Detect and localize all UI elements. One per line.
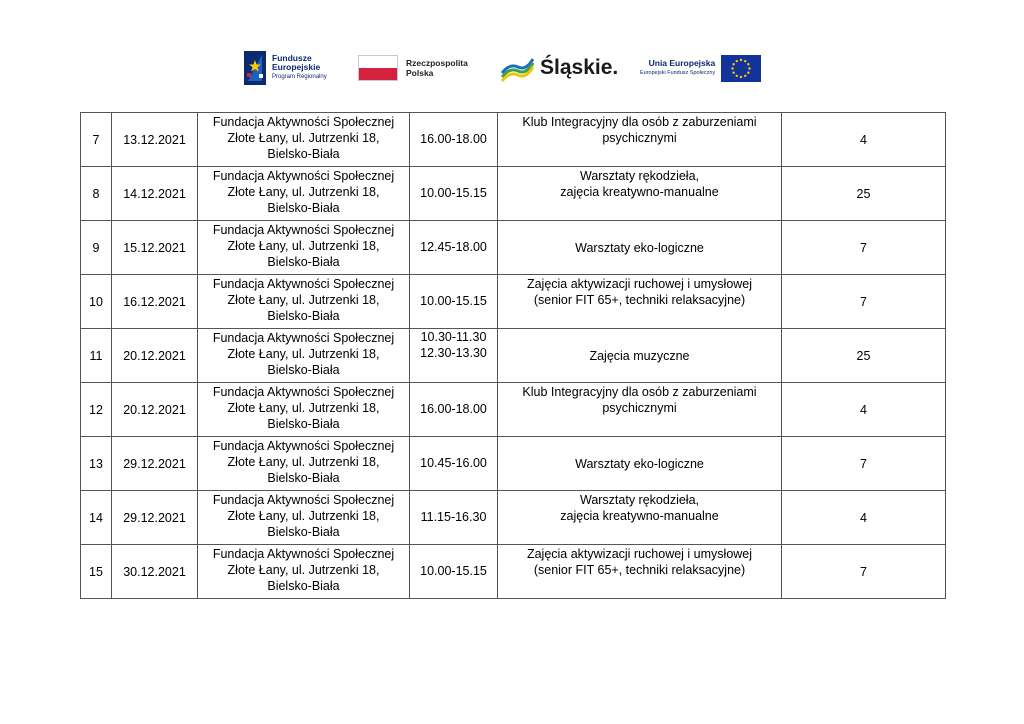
row-time-cell <box>410 221 498 275</box>
row-date: 20.12.2021 <box>123 348 186 363</box>
slaskie-text: Śląskie. <box>540 56 619 79</box>
row-date: 15.12.2021 <box>123 240 186 255</box>
row-number-cell <box>81 437 112 491</box>
polish-flag-icon <box>358 55 398 81</box>
row-number-cell <box>81 221 112 275</box>
table-row <box>81 221 946 275</box>
row-place-cell <box>198 491 410 545</box>
eu-star-icon <box>740 58 742 60</box>
row-title-cell <box>498 491 782 545</box>
row-title-cell <box>498 383 782 437</box>
row-number: 8 <box>92 186 100 201</box>
fe-line3: Program Regionalny <box>272 74 327 80</box>
row-date-cell <box>112 383 198 437</box>
row-time: 10.00-15.15 <box>420 294 487 308</box>
row-place-cell <box>198 329 410 383</box>
row-date: 14.12.2021 <box>123 186 186 201</box>
eu-star-icon <box>749 67 751 69</box>
row-number-cell <box>81 491 112 545</box>
eu-flag-icon <box>721 55 761 82</box>
row-time-cell <box>410 113 498 167</box>
row-title: Warsztaty eko-logiczne <box>575 457 704 471</box>
row-place-cell <box>198 113 410 167</box>
fundusze-europejskie-logo <box>244 46 327 90</box>
row-time-cell <box>410 167 498 221</box>
row-place: Fundacja Aktywności Społecznej Złote Łany, ul. Jutrzenki 18, Bielsko-Biała <box>212 385 395 431</box>
table-row <box>81 437 946 491</box>
row-participants: 4 <box>860 132 867 147</box>
row-number-cell <box>81 113 112 167</box>
row-participants: 7 <box>860 456 867 471</box>
row-number-cell <box>81 275 112 329</box>
row-title-cell <box>498 113 782 167</box>
row-participants: 25 <box>856 348 871 363</box>
ue-line2: Europejski Fundusz Społeczny <box>640 70 716 76</box>
row-time: 16.00-18.00 <box>420 402 487 416</box>
row-participants: 4 <box>860 402 867 417</box>
table-row <box>81 167 946 221</box>
row-date-cell <box>112 437 198 491</box>
eu-star-icon <box>747 63 749 65</box>
row-date: 16.12.2021 <box>123 294 186 309</box>
table-row <box>81 329 946 383</box>
row-number: 10 <box>89 294 103 309</box>
funding-logos-strip <box>244 46 776 90</box>
row-date: 20.12.2021 <box>123 402 186 417</box>
row-time: 12.45-18.00 <box>420 240 487 254</box>
row-time: 10.00-15.15 <box>420 186 487 200</box>
row-time-cell <box>410 383 498 437</box>
rp-text: Rzeczpospolita Polska <box>406 58 468 78</box>
row-time: 10.30-11.30 12.30-13.30 <box>420 330 487 360</box>
row-time: 10.00-15.15 <box>420 564 487 578</box>
eu-star-icon <box>736 74 738 76</box>
unia-europejska-logo <box>640 46 761 90</box>
eu-star-icon <box>744 74 746 76</box>
row-participants: 4 <box>860 510 867 525</box>
row-date-cell <box>112 545 198 599</box>
row-place-cell <box>198 275 410 329</box>
row-place-cell <box>198 437 410 491</box>
row-title: Zajęcia aktywizacji ruchowej i umysłowej (senior FIT 65+, techniki relaksacyjne) <box>526 277 753 307</box>
eu-star-icon <box>733 63 735 65</box>
row-time: 16.00-18.00 <box>420 132 487 146</box>
funds-star-icon <box>244 51 266 85</box>
table-row <box>81 275 946 329</box>
row-time-cell <box>410 437 498 491</box>
row-place-cell <box>198 383 410 437</box>
row-number: 12 <box>89 402 103 417</box>
row-date: 30.12.2021 <box>123 564 186 579</box>
row-place: Fundacja Aktywności Społecznej Złote Łany, ul. Jutrzenki 18, Bielsko-Biała <box>212 547 395 593</box>
row-number-cell <box>81 329 112 383</box>
row-participants-cell <box>782 113 946 167</box>
row-date: 13.12.2021 <box>123 132 186 147</box>
slaskie-logo <box>500 46 618 90</box>
row-title-cell <box>498 329 782 383</box>
row-date-cell <box>112 167 198 221</box>
row-place: Fundacja Aktywności Społecznej Złote Łany, ul. Jutrzenki 18, Bielsko-Biała <box>212 115 395 161</box>
row-place-cell <box>198 167 410 221</box>
row-participants-cell <box>782 329 946 383</box>
row-number: 13 <box>89 456 103 471</box>
table-row <box>81 383 946 437</box>
table-row <box>81 113 946 167</box>
row-time: 11.15-16.30 <box>420 510 487 524</box>
row-date-cell <box>112 329 198 383</box>
row-number: 15 <box>89 564 103 579</box>
row-participants: 7 <box>860 564 867 579</box>
row-number-cell <box>81 383 112 437</box>
eu-star-icon <box>736 59 738 61</box>
row-title-cell <box>498 167 782 221</box>
fe-line2: Europejskie <box>272 62 321 72</box>
row-place: Fundacja Aktywności Społecznej Złote Łany, ul. Jutrzenki 18, Bielsko-Biała <box>212 169 395 215</box>
fe-line1: Fundusze <box>272 53 312 63</box>
table-row <box>81 491 946 545</box>
row-time: 10.45-16.00 <box>420 456 487 470</box>
row-title-cell <box>498 437 782 491</box>
row-title-cell <box>498 221 782 275</box>
eu-star-icon <box>747 71 749 73</box>
eu-star-icon <box>733 71 735 73</box>
schedule-table <box>80 112 946 599</box>
row-participants: 25 <box>856 186 871 201</box>
row-participants: 7 <box>860 240 867 255</box>
row-number-cell <box>81 545 112 599</box>
row-time-cell <box>410 491 498 545</box>
row-place: Fundacja Aktywności Społecznej Złote Łany, ul. Jutrzenki 18, Bielsko-Biała <box>212 493 395 539</box>
row-participants-cell <box>782 383 946 437</box>
slaskie-wave-icon <box>500 53 534 83</box>
row-time-cell <box>410 329 498 383</box>
row-participants-cell <box>782 491 946 545</box>
row-title: Zajęcia muzyczne <box>589 349 690 363</box>
row-date: 29.12.2021 <box>123 456 186 471</box>
row-date-cell <box>112 491 198 545</box>
row-time-cell <box>410 275 498 329</box>
row-date-cell <box>112 275 198 329</box>
eu-star-icon <box>744 59 746 61</box>
row-number: 7 <box>92 132 100 147</box>
row-participants-cell <box>782 221 946 275</box>
row-title: Klub Integracyjny dla osób z zaburzeniami psychicznymi <box>522 115 757 145</box>
row-title: Warsztaty rękodzieła, zajęcia kreatywno-manualne <box>560 169 719 199</box>
row-date-cell <box>112 221 198 275</box>
rzeczpospolita-logo <box>358 46 468 90</box>
row-place-cell <box>198 221 410 275</box>
row-number: 9 <box>92 240 100 255</box>
row-participants-cell <box>782 437 946 491</box>
row-title-cell <box>498 545 782 599</box>
row-participants-cell <box>782 545 946 599</box>
row-title: Klub Integracyjny dla osób z zaburzeniami psychicznymi <box>522 385 757 415</box>
row-place-cell <box>198 545 410 599</box>
row-title-cell <box>498 275 782 329</box>
row-date: 29.12.2021 <box>123 510 186 525</box>
eu-star-icon <box>740 75 742 77</box>
row-title: Zajęcia aktywizacji ruchowej i umysłowej (senior FIT 65+, techniki relaksacyjne) <box>526 547 753 577</box>
row-title: Warsztaty eko-logiczne <box>575 241 704 255</box>
row-title: Warsztaty rękodzieła, zajęcia kreatywno-manualne <box>560 493 719 523</box>
row-number: 14 <box>89 510 103 525</box>
row-place: Fundacja Aktywności Społecznej Złote Łany, ul. Jutrzenki 18, Bielsko-Biała <box>212 277 395 323</box>
row-number-cell <box>81 167 112 221</box>
row-place: Fundacja Aktywności Społecznej Złote Łany, ul. Jutrzenki 18, Bielsko-Biała <box>212 331 395 377</box>
row-date-cell <box>112 113 198 167</box>
row-number: 11 <box>89 348 103 363</box>
row-participants-cell <box>782 167 946 221</box>
row-place: Fundacja Aktywności Społecznej Złote Łany, ul. Jutrzenki 18, Bielsko-Biała <box>212 439 395 485</box>
row-participants-cell <box>782 275 946 329</box>
eu-star-icon <box>732 67 734 69</box>
row-participants: 7 <box>860 294 867 309</box>
ue-line1: Unia Europejska <box>648 58 716 68</box>
row-place: Fundacja Aktywności Społecznej Złote Łany, ul. Jutrzenki 18, Bielsko-Biała <box>212 223 395 269</box>
row-time-cell <box>410 545 498 599</box>
table-row <box>81 545 946 599</box>
